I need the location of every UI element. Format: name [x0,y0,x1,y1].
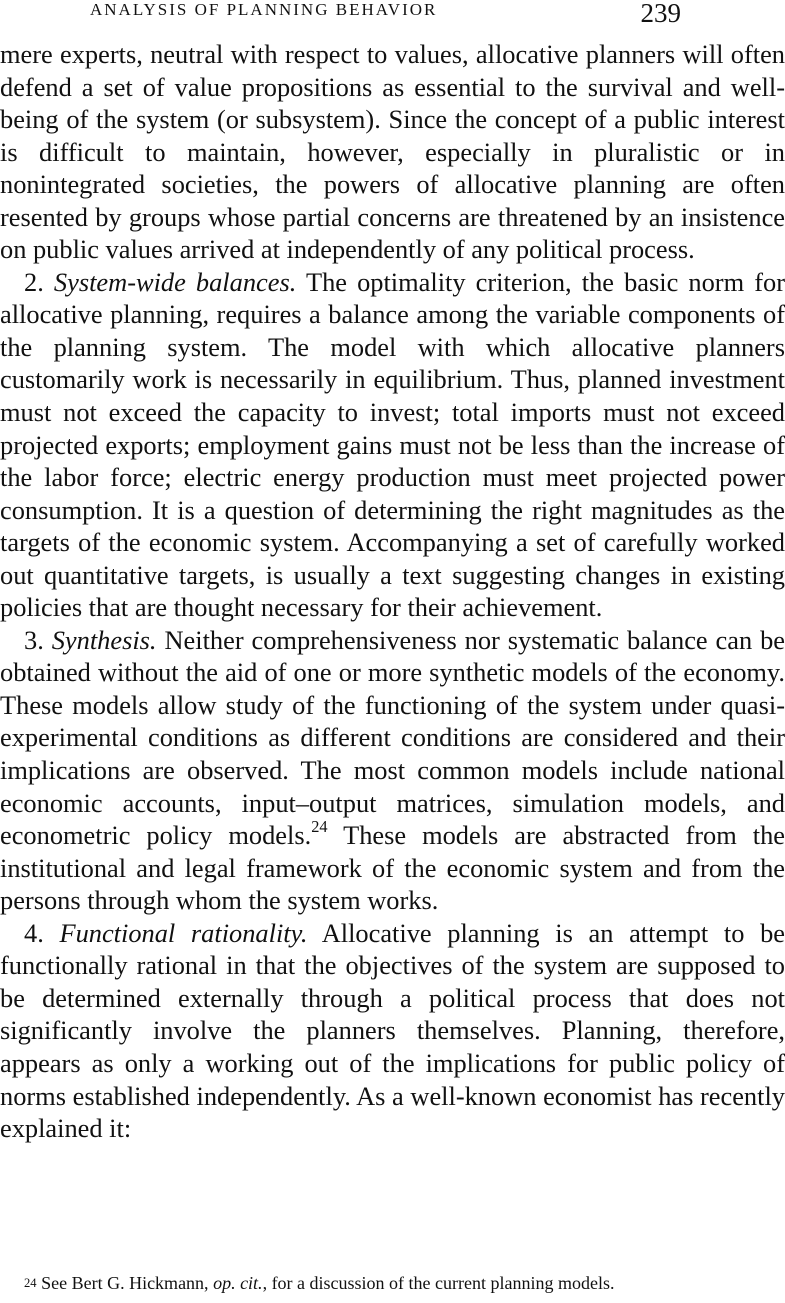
paragraph-number: 2. [24,266,44,297]
paragraph-continuation [0,38,785,266]
paragraph-number: 4. [24,917,44,948]
page-number: 239 [640,0,681,28]
footnote [0,1271,785,1295]
paragraph-number: 3. [24,624,44,655]
paragraph-text: Neither comprehensiveness nor systematic balance can be obtained without the aid of one or more synthetic models of the economy. These models allow study of the functioning of the system under quasi-experimental conditions as different conditions are considered and their implications are observed. The most common models include national economic accounts, input–output matrices, simulation models, and econometric policy models. [0,624,785,851]
paragraph-text: Allocative planning is an attempt to be functionally rational in that the objectives of the system are supposed to be determined externally through a political process that does not significantly involve the planners themselves. Planning, therefore, appears as only a working out of the implications for public policy of norms established independently. As a well-known economist has recently explained it: [0,917,785,1144]
paragraph-synthesis [0,624,785,917]
paragraph-text: mere experts, neutral with respect to values, allocative planners will often defend a set of value propositions as essential to the survival and well-being of the system (or subsystem). Since the concept of a public interest is difficult to maintain, however, especially in pluralistic or in nonintegrated societies, the powers of allocative planning are often resented by groups whose partial concerns are threatened by an insistence on public values arrived at independently of any political process. [0,39,785,265]
paragraph-text: The optimality criterion, the basic norm for allocative planning, requires a balance among the variable components of the planning system. The model with which allocative planners customarily work is necessarily in equilibrium. Thus, planned investment must not exceed the capacity to invest; total imports must not exceed projected exports; employment gains must not be less than the increase of the labor force; electric energy production must meet projected power consumption. It is a question of determining the right magnitudes as the targets of the economic system. Accompanying a set of carefully worked out quantitative targets, is usually a text suggesting changes in existing policies that are thought necessary for their achievement. [0,266,785,623]
paragraph-functional-rationality [0,917,785,1145]
footnote-italic: op. cit. [213,1273,263,1293]
running-head-title: ANALYSIS OF PLANNING BEHAVIOR [90,0,438,19]
body-text [0,38,785,1145]
paragraph-heading: Synthesis. [51,624,157,655]
running-header [0,0,785,34]
paragraph-text-continued: These models are abstracted from the institutional and legal framework of the economic system and from the persons through whom the system works. [0,820,785,916]
footnote-text: See Bert G. Hickmann, [41,1273,214,1293]
paragraph-system-wide-balances [0,266,785,624]
footnote-mark: 24 [24,1276,37,1290]
footnote-reference: 24 [311,816,328,836]
paragraph-heading: System-wide balances. [53,266,297,297]
paragraph-heading: Functional rationality. [59,917,308,948]
footnote-text-end: , for a discussion of the current planning models. [262,1273,615,1293]
